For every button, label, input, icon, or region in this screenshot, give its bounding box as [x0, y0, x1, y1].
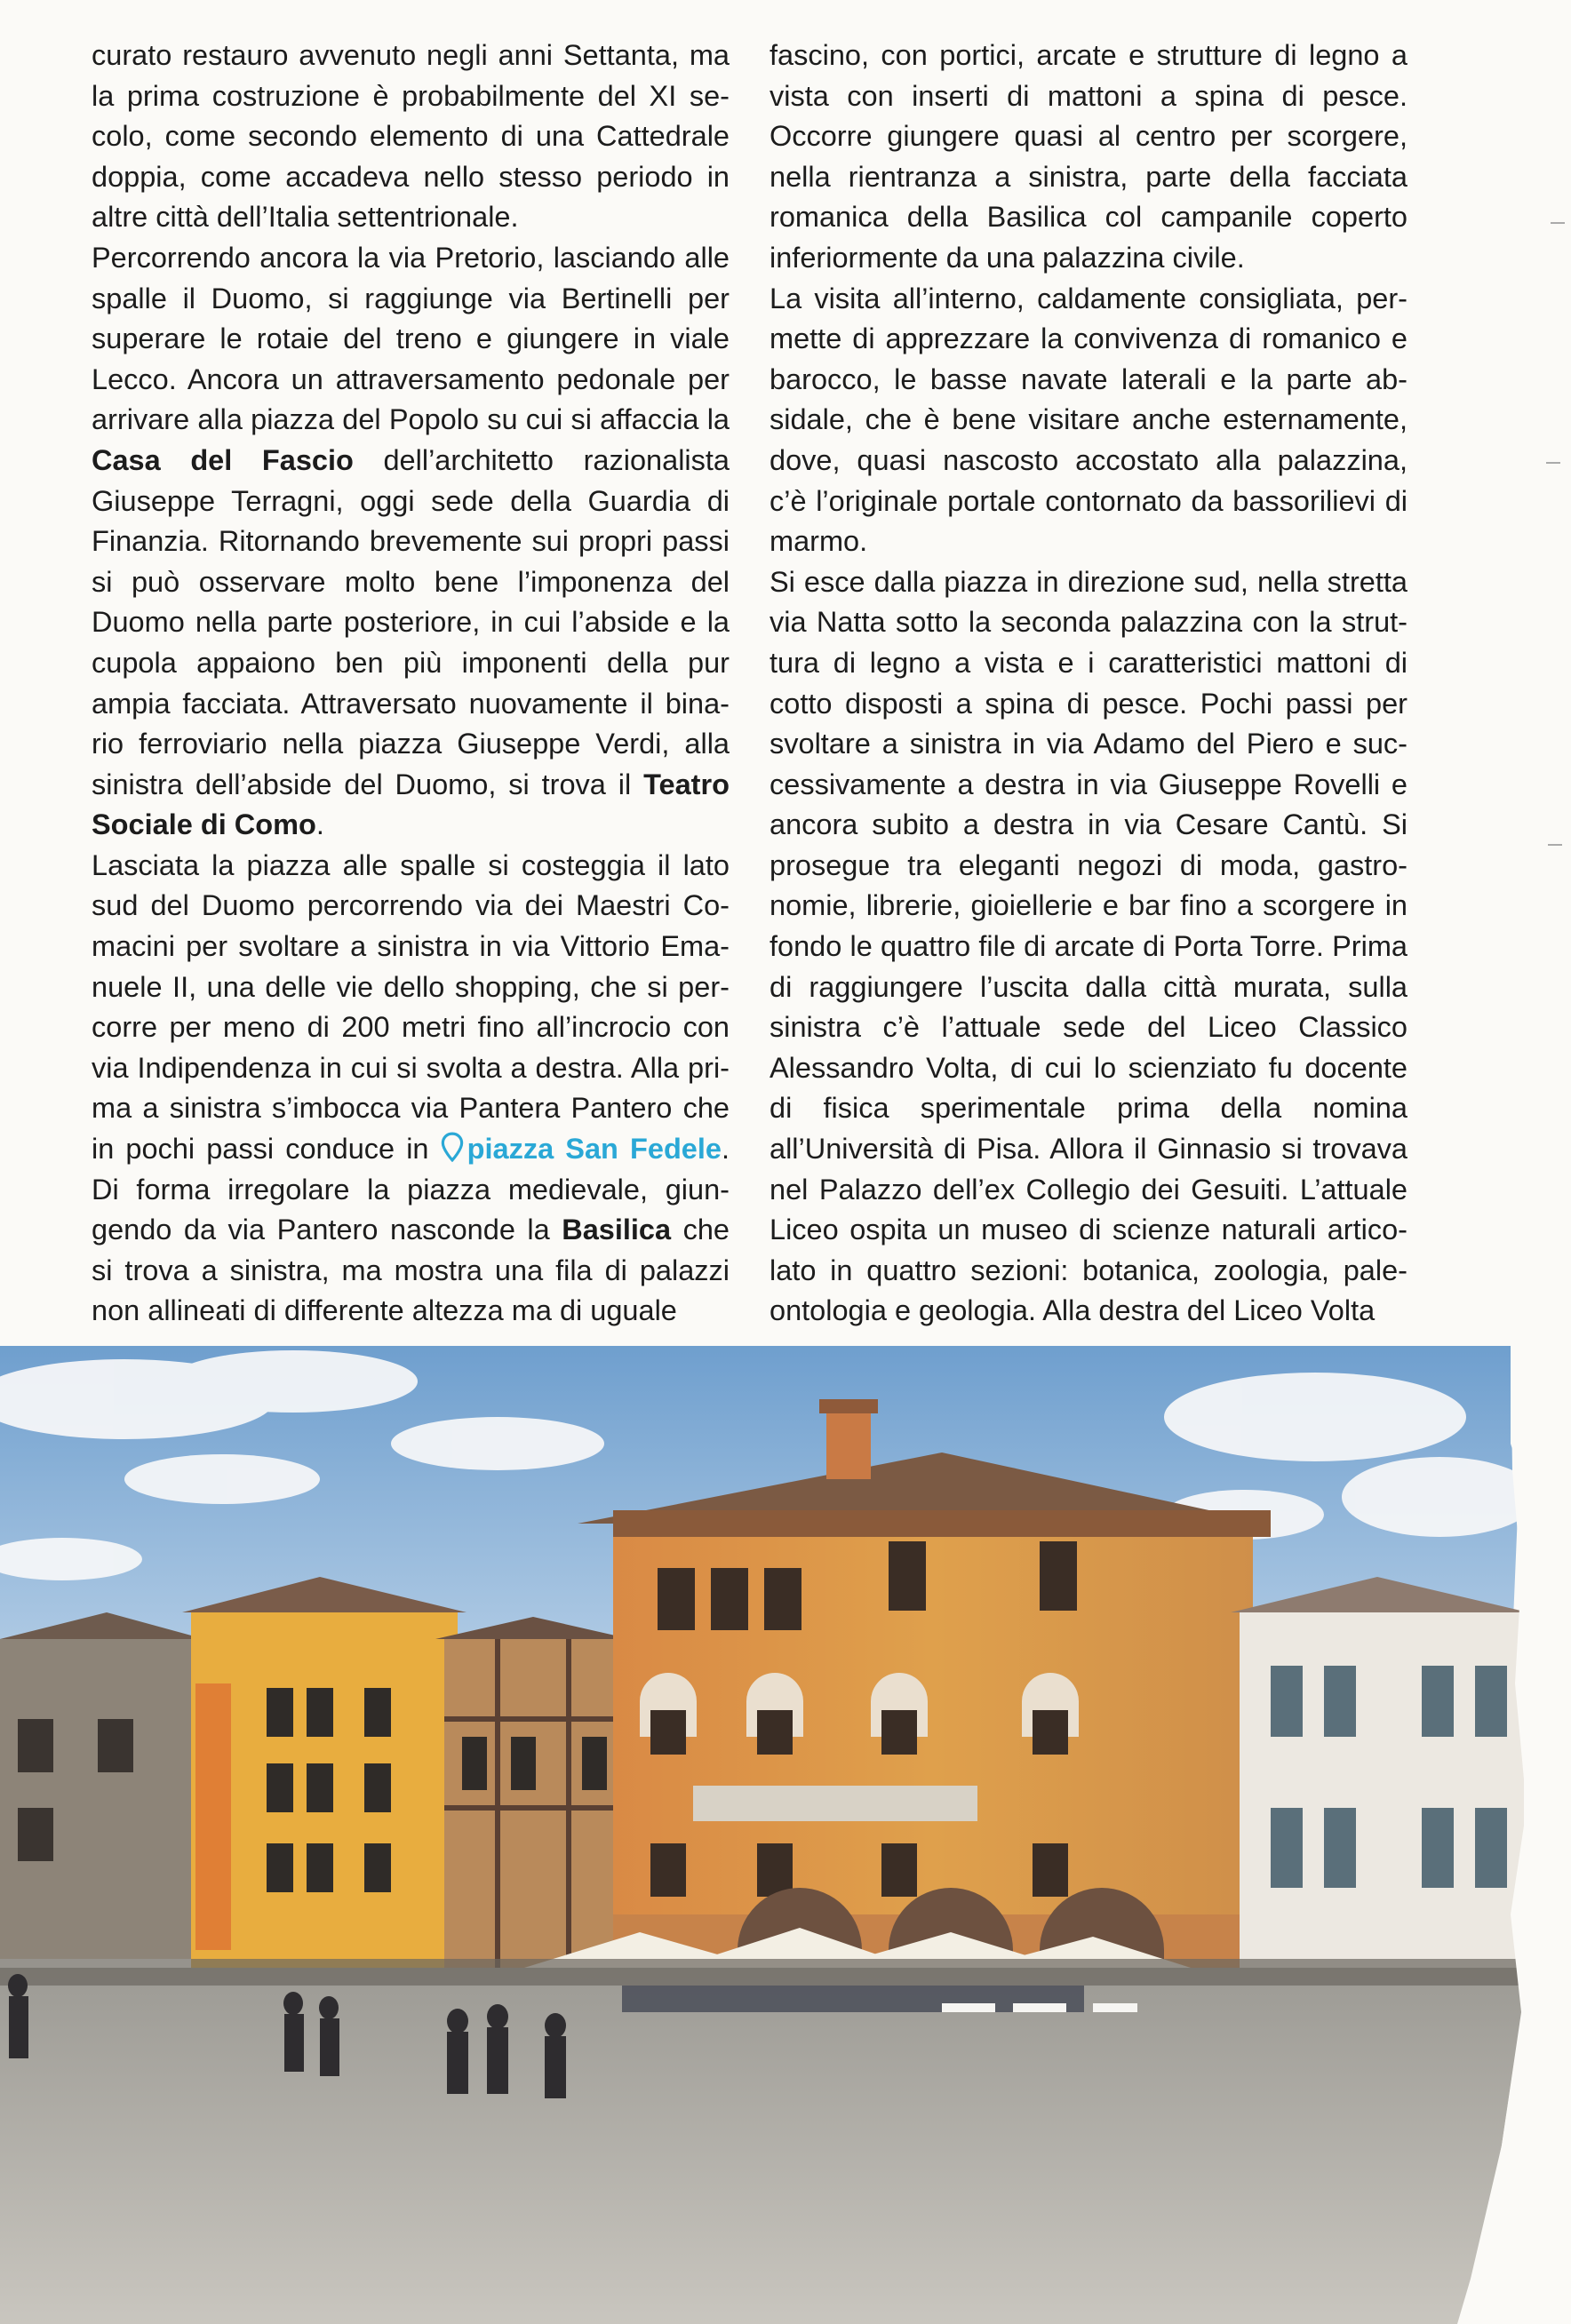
body-text: . — [315, 808, 324, 841]
piazza-san-fedele-photo — [0, 1346, 1571, 2324]
left-paragraph — [92, 846, 730, 1332]
right-paragraph — [770, 562, 1408, 1332]
piazza-san-fedele-link[interactable] — [441, 1133, 722, 1165]
body-text: dell’architetto razionalista Giuseppe Terragni, oggi sede della Guardia di Finanzia. Ritornando brevemente sui propri passi si può osservare molto bene l’imponenza del Duomo nella parte posteriore, in cui l’abside e la cupola appaiono ben più imponenti della pur ampia facciata. Attraversato nuovamente il binario ferroviario nella piazza Giuseppe Verdi, alla sinistra dell’abside del Duomo, si trova il — [92, 443, 730, 800]
body-text: che si trova a sinistra, ma mostra una fila di palazzi non allineati di differente altezza ma di uguale — [92, 1214, 730, 1327]
location-link-text[interactable]: piazza San Fedele — [467, 1133, 722, 1166]
bold-place-name: Basilica — [562, 1214, 672, 1246]
body-text: La visita all’interno, caldamente consigliata, permette di apprezzare la convivenza di romanico e barocco, le basse navate laterali e la parte absidale, che è bene visitare anche esternamente, dove, quasi nascosto accostato alla palazzina, c’è l’originale portale contornato da bassorilievi di marmo. — [770, 282, 1408, 558]
half-timbered-building — [444, 1639, 622, 1968]
body-text: Lasciata la piazza alle spalle si costeggia il lato sud del Duomo percorrendo via dei Maestri Comacini per svoltare a sinistra in via Vittorio Emanuele II, una delle vie dello shopping, che si percorre per meno di 200 metri fino all’incrocio con via Indipendenza in cui si svolta a destra. Alla prima a sinistra s’imbocca via Pantera Pantero che in pochi passi conduce in — [92, 848, 730, 1166]
body-text: Si esce dalla piazza in direzione sud, nella stretta via Natta sotto la seconda palazzina con la struttura di legno a vista e i caratteristici mattoni di cotto disposti a spina di pesce. Pochi passi per svoltare a sinistra in via Adamo del Piero e successivamente a destra in via Giuseppe Rovelli e ancora subito a destra in via Cesare Cantù. Si prosegue tra eleganti negozi di moda, gastronomie, librerie, gioiellerie e bar fino a scorgere in fondo le quattro file di arcate di Porta Torre. Prima di raggiungere l’uscita dalla città murata, sulla sinistra c’è l’attuale sede del Liceo Classico Alessandro Volta, di cui lo scienziato fu docente di fisica sperimentale prima della nomina all’Università di Pisa. Allora il Ginnasio si trovava nel Palazzo dell’ex Collegio dei Gesuiti. L’attuale Liceo ospita un museo di scienze naturali articolato in quattro sezioni: botanica, zoologia, paleontologia e geologia. Alla destra del Liceo Volta — [770, 565, 1408, 1327]
left-paragraph — [92, 238, 730, 846]
balcony — [693, 1786, 977, 1821]
body-text: fascino, con portici, arcate e strutture di legno a vista con inserti di mattoni a spina di pesce. Occorre giungere quasi al centro per scorgere, nella rientranza a sinistra, parte della facciata romanica della Basilica col campanile coperto inferiormente da una palazzina civile. — [770, 39, 1408, 274]
right-text-column — [770, 36, 1408, 1332]
right-paragraph — [770, 36, 1408, 279]
location-pin-icon — [441, 1132, 464, 1162]
body-text: . Di forma irregolare la piazza medievale, giungendo da via Pantero nasconde la — [92, 1133, 730, 1246]
bold-place-name: Teatro Sociale di Como — [92, 768, 730, 841]
left-text-column — [92, 36, 730, 1332]
left-paragraph — [92, 36, 730, 238]
piazza-pavement — [0, 1968, 1528, 2324]
body-text: Percorrendo ancora la via Pretorio, lasciando alle spalle il Duomo, si raggiunge via Bertinelli per superare le rotaie del treno e giungere in viale Lecco. Ancora un attraversamento pedonale per arrivare alla piazza del Popolo su cui si affaccia la — [92, 241, 730, 436]
bold-place-name: Casa del Fascio — [92, 443, 354, 476]
margin-mark — [1546, 462, 1560, 464]
body-text: curato restauro avvenuto negli anni Settanta, ma la prima costruzione è probabilmente del XI secolo, come secondo elemento di una Cattedrale doppia, come accadeva nello stesso periodo in altre città dell’Italia settentrionale. — [92, 39, 730, 234]
left-building — [0, 1639, 204, 1959]
margin-mark — [1548, 844, 1562, 846]
right-paragraph — [770, 279, 1408, 562]
margin-mark — [1551, 222, 1565, 224]
